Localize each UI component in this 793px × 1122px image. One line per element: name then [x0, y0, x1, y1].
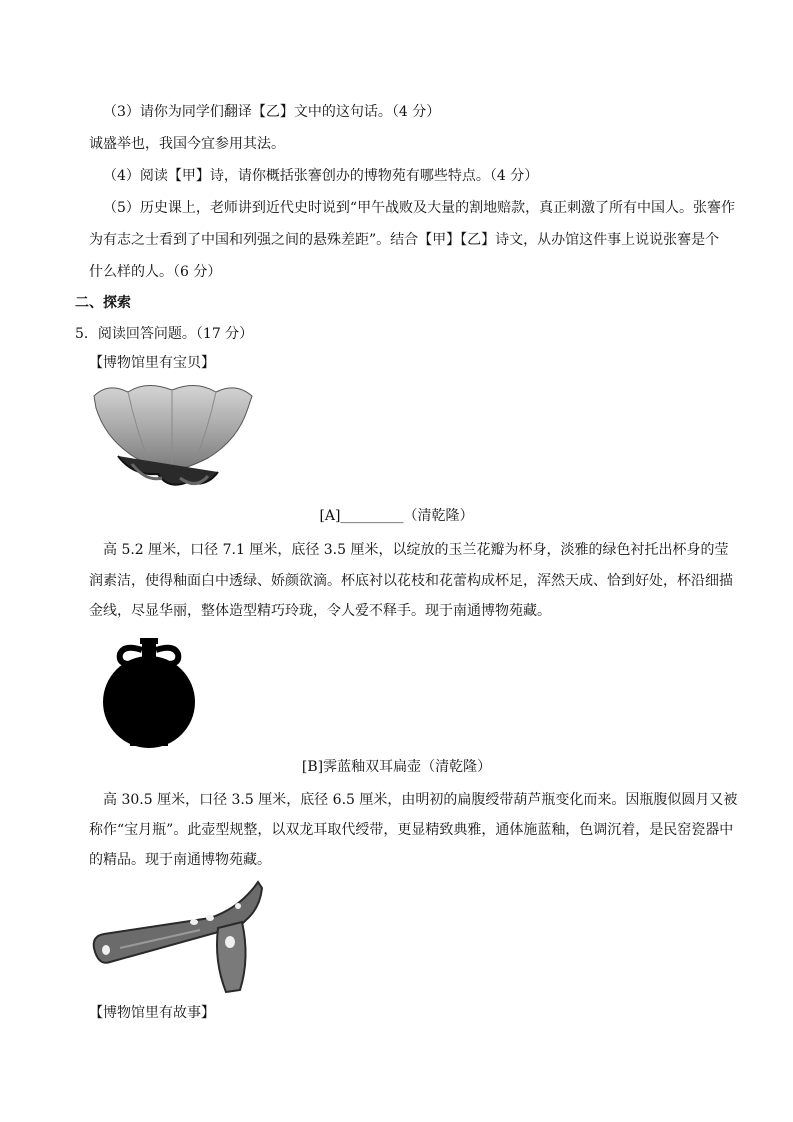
item-b-line-3: 的精品。现于南通博物苑藏。 [89, 852, 271, 868]
moon-flask-image [90, 636, 208, 748]
item-a-line-2: 润素洁，使得釉面白中透绿、娇颜欲滴。杯底衬以花枝和花蕾构成杯足，浑然天成、恰到好处，杯沿细描 [89, 573, 733, 589]
item-a-line-1: 高 5.2 厘米，口径 7.1 厘米，底径 3.5 厘米，以绽放的玉兰花瓣为杯身，淡雅的绿色衬托出杯身的莹 [103, 542, 729, 558]
treasure-heading: 【博物馆里有宝贝】 [89, 355, 215, 371]
item-b-line-2: 称作“宝月瓶”。此壶型规整，以双龙耳取代绶带，更显精致典雅，通体施蓝釉，色调沉着，是民窑瓷器中 [89, 822, 734, 838]
item-b-caption: [B]霁蓝釉双耳扁壶（清乾隆） [301, 759, 492, 775]
item-a-line-3: 金线，尽显华丽，整体造型精巧玲珑，令人爱不释手。现于南通博物苑藏。 [89, 603, 551, 619]
magnolia-cup-image [88, 378, 256, 496]
story-heading: 【博物馆里有故事】 [89, 1005, 215, 1021]
bronze-weapon-image [90, 878, 270, 996]
item-5-intro: 5．阅读回答问题。（17 分） [75, 326, 254, 342]
question-4: （4）阅读【甲】诗，请你概括张謇创办的博物苑有哪些特点。（4 分） [103, 168, 539, 184]
item-b-line-1: 高 30.5 厘米，口径 3.5 厘米，底径 6.5 厘米，由明初的扁腹绶带葫芦瓶变化而来。因瓶腹似圆月又被 [103, 792, 738, 808]
question-5-line-2: 为有志之士看到了中国和列强之间的悬殊差距”。结合【甲】【乙】诗文，从办馆这件事上说说张謇是个 [89, 232, 720, 248]
item-a-caption: [A]_________（清乾隆） [319, 508, 474, 524]
question-3: （3）请你为同学们翻译【乙】文中的这句话。（4 分） [103, 104, 441, 120]
section-title: 二、探索 [75, 295, 131, 311]
question-5-line-1: （5）历史课上，老师讲到近代史时说到“甲午战败及大量的割地赔款，真正刺激了所有中国人。张謇作 [103, 200, 736, 216]
question-3-sentence: 诚盛举也，我国今宜参用其法。 [89, 136, 285, 152]
question-5-line-3: 什么样的人。（6 分） [89, 264, 222, 280]
